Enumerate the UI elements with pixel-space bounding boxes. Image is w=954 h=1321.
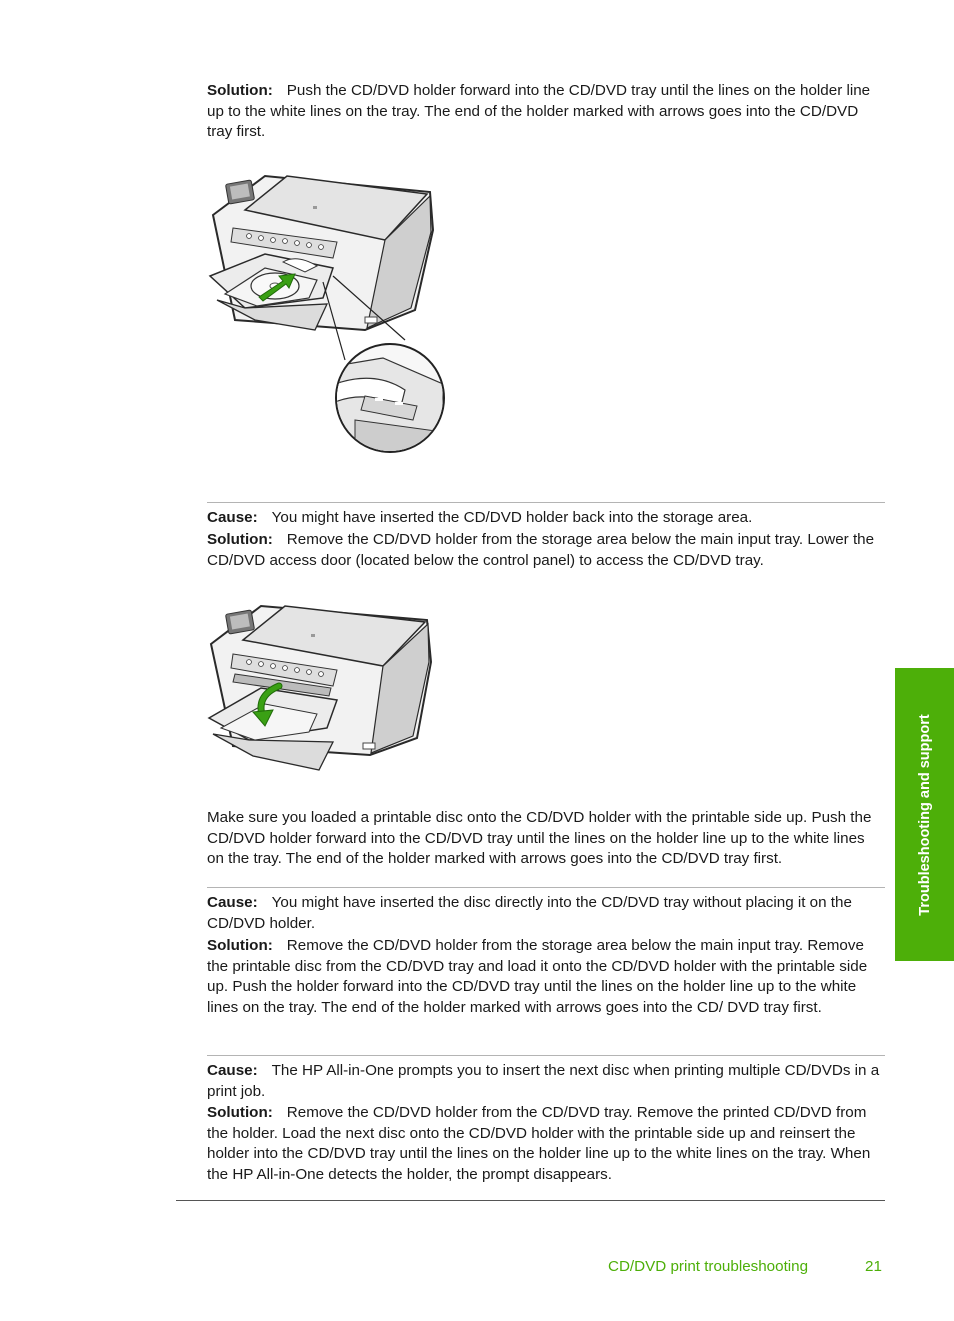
cause-label: Cause: — [207, 894, 258, 911]
cause-paragraph-3 — [207, 893, 885, 934]
footer-section-title: CD/DVD print troubleshooting — [608, 1258, 809, 1275]
section-divider — [207, 1055, 885, 1056]
section-divider — [207, 502, 885, 503]
solution-paragraph-4 — [207, 1103, 885, 1186]
section-divider — [207, 887, 885, 888]
cause-label: Cause: — [207, 1062, 258, 1079]
solution-label: Solution: — [207, 1104, 273, 1121]
solution-label: Solution: — [207, 82, 273, 99]
cause-text: You might have inserted the disc directly into the CD/DVD tray without placing it on the CD/DVD holder. — [207, 894, 852, 932]
cause-text: You might have inserted the CD/DVD holder back into the storage area. — [271, 509, 753, 526]
cause-paragraph-4 — [207, 1061, 885, 1102]
instruction-paragraph: Make sure you loaded a printable disc onto the CD/DVD holder with the printable side up. Push the CD/DVD holder forward into the CD/DVD tray until the lines on the holder line up to the white lines on the tray. The end of the holder marked with arrows goes into the CD/DVD tray first. — [207, 809, 872, 868]
side-tab-label: Troubleshooting and support — [916, 713, 933, 916]
solution-text: Remove the CD/DVD holder from the storage area below the main input tray. Remove the printable disc from the CD/DVD tray and load it onto the CD/DVD holder with the printable side up. Push the holder forward into the CD/DVD tray until the lines on the holder line up to the white lines on the tray. The end of the holder marked with arrows goes into the CD/ DVD tray first. — [207, 937, 868, 1017]
solution-text: Remove the CD/DVD holder from the CD/DVD tray. Remove the printed CD/DVD from the holder. Load the next disc onto the CD/DVD holder with the printable side up and reinsert the holder into the CD/DVD tray until the lines on the holder line up to the white lines on the tray. When the HP All-in-One detects the holder, the prompt disappears. — [207, 1104, 871, 1184]
footer-divider — [176, 1200, 885, 1201]
side-tab — [895, 668, 954, 961]
page-number: 21 — [865, 1258, 882, 1275]
printer-lower-access-door-illustration — [205, 600, 437, 778]
solution-paragraph-1 — [207, 81, 885, 143]
solution-label: Solution: — [207, 531, 273, 548]
printer-insert-holder-illustration — [205, 170, 450, 455]
solution-text: Remove the CD/DVD holder from the storage area below the main input tray. Lower the CD/DVD access door (located below the control panel) to access the CD/DVD tray. — [207, 531, 875, 569]
cause-text: The HP All-in-One prompts you to insert the next disc when printing multiple CD/DVDs in a print job. — [207, 1062, 880, 1100]
solution-paragraph-2 — [207, 530, 885, 571]
solution-label: Solution: — [207, 937, 273, 954]
cause-label: Cause: — [207, 509, 258, 526]
solution-text: Push the CD/DVD holder forward into the CD/DVD tray until the lines on the holder line up to the white lines on the tray. The end of the holder marked with arrows goes into the CD/DVD tray first. — [207, 82, 871, 141]
cause-paragraph-2 — [207, 508, 885, 529]
solution-paragraph-3 — [207, 936, 885, 1019]
